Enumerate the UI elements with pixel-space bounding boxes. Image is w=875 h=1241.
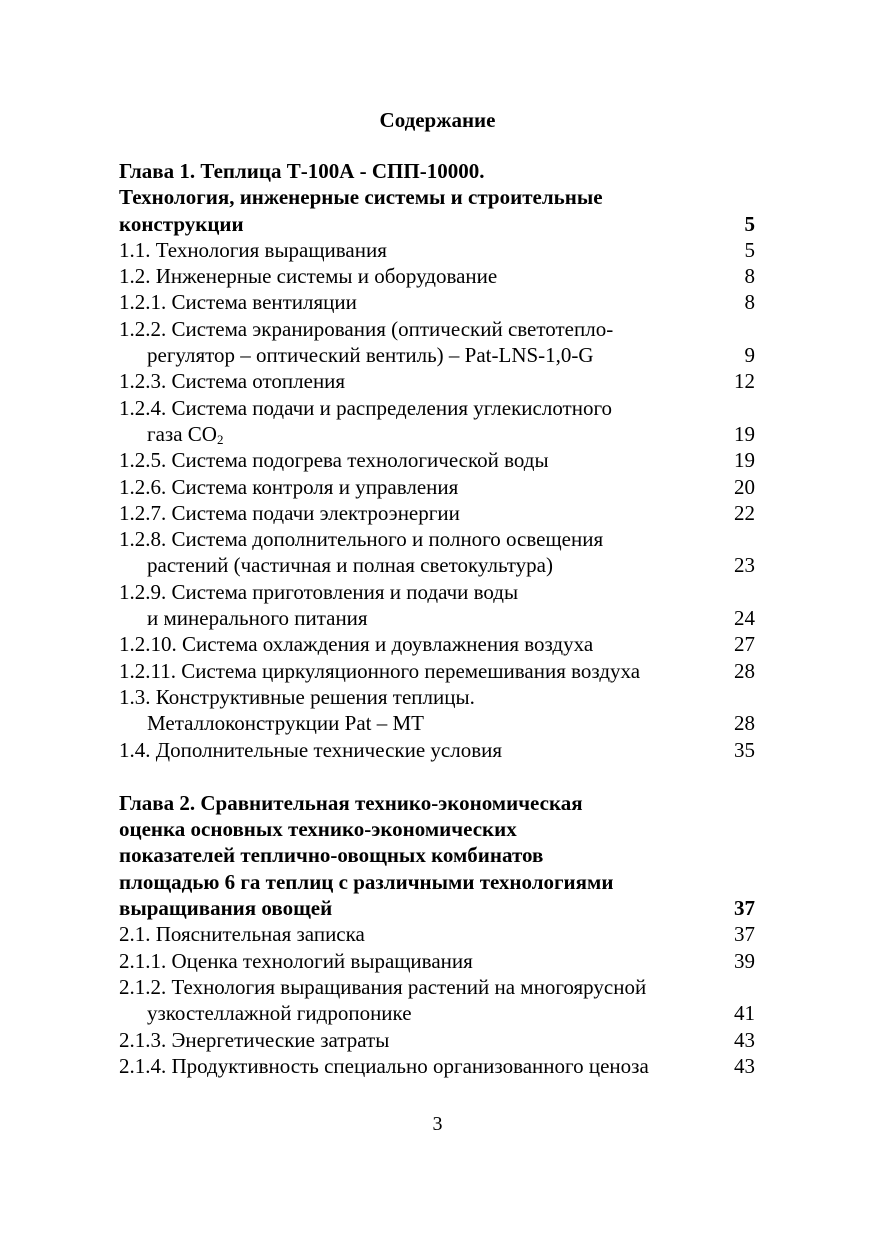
toc-entry-1-2-8[interactable] [119, 526, 755, 552]
chapter-2-heading-line[interactable] [119, 842, 755, 868]
toc-entry-text: 1.2.8. Система дополнительного и полного освещения [119, 527, 604, 552]
toc-entry-1-2-2-continuation[interactable] [119, 342, 755, 368]
toc-entry-text: 2.1. Пояснительная записка [119, 922, 365, 947]
chapter-2-heading-line[interactable] [119, 816, 755, 842]
toc-entry-1-2-9[interactable] [119, 579, 755, 605]
toc-entry-2-1-2-continuation[interactable] [119, 1000, 755, 1026]
toc-entry-text-continuation: регулятор – оптический вентиль) – Pat-LNS-1,0-G [147, 343, 594, 368]
toc-entry-text: 1.2.4. Система подачи и распределения углекислотного [119, 395, 613, 420]
toc-entry-2-1[interactable] [119, 921, 755, 947]
chapter-2-heading-line[interactable] [119, 895, 755, 921]
page-number: 3 [432, 1113, 443, 1135]
toc-entry-1-2-2[interactable] [119, 316, 755, 342]
toc-entry-page: 22 [734, 500, 755, 525]
toc-entry-text: 1.2.7. Система подачи электроэнергии [119, 500, 460, 525]
toc-entry-page: 8 [744, 264, 755, 289]
page-title: Содержание [379, 108, 496, 132]
toc-entry-page: 24 [734, 606, 755, 631]
toc-entry-page: 8 [744, 290, 755, 315]
toc-entry-text: 1.2.9. Система приготовления и подачи воды [119, 579, 519, 604]
table-of-contents [119, 158, 755, 1079]
toc-entry-text: 2.1.4. Продуктивность специально организованного ценоза [119, 1053, 649, 1078]
toc-entry-text: 1.1. Технология выращивания [119, 237, 387, 262]
toc-entry-text-continuation [119, 421, 223, 447]
chapter-1-heading-line[interactable] [119, 184, 755, 210]
toc-entry-1-2-4[interactable] [119, 395, 755, 421]
chapter-1-heading-line[interactable] [119, 211, 755, 237]
toc-entry-1-2-4-continuation[interactable] [119, 421, 755, 447]
toc-entry-text: 1.2.5. Система подогрева технологической воды [119, 448, 549, 473]
toc-entry-1-3[interactable] [119, 684, 755, 710]
toc-entry-1-2-8-continuation[interactable] [119, 552, 755, 578]
toc-entry-text-part: газа CO [147, 421, 217, 446]
toc-entry-1-2-10[interactable] [119, 631, 755, 657]
chapter-1-title-line-1: Глава 1. Теплица Т-100А - СПП-10000. [119, 159, 485, 183]
toc-entry-page: 28 [734, 658, 755, 683]
toc-entry-text: 1.2.2. Система экранирования (оптический светотепло- [119, 316, 614, 341]
toc-entry-text: 1.2.6. Система контроля и управления [119, 474, 459, 499]
toc-entry-text: 1.3. Конструктивные решения теплицы. [119, 684, 475, 709]
toc-entry-2-1-3[interactable] [119, 1027, 755, 1053]
chapter-2-heading-line[interactable] [119, 869, 755, 895]
toc-entry-2-1-1[interactable] [119, 948, 755, 974]
toc-entry-page: 35 [734, 737, 755, 762]
chapter-2-title-line-4: площадью 6 га теплиц с различными технологиями [119, 869, 614, 894]
toc-entry-page: 12 [734, 369, 755, 394]
chapter-1-heading-line[interactable] [119, 158, 755, 184]
toc-entry-1-2-11[interactable] [119, 658, 755, 684]
toc-entry-page: 19 [734, 421, 755, 446]
toc-entry-text: 2.1.1. Оценка технологий выращивания [119, 948, 473, 973]
toc-entry-text: 2.1.2. Технология выращивания растений на многоярусной [119, 974, 647, 999]
toc-entry-page: 23 [734, 553, 755, 578]
toc-entry-text-continuation: узкостеллажной гидропонике [147, 1001, 412, 1026]
toc-entry-1-3-continuation[interactable] [119, 710, 755, 736]
toc-entry-1-1[interactable] [119, 237, 755, 263]
toc-entry-2-1-2[interactable] [119, 974, 755, 1000]
toc-entry-page: 27 [734, 632, 755, 657]
toc-entry-text: 1.2. Инженерные системы и оборудование [119, 264, 498, 289]
toc-entry-1-2-6[interactable] [119, 474, 755, 500]
toc-entry-text: 1.2.3. Система отопления [119, 369, 346, 394]
toc-entry-2-1-4[interactable] [119, 1053, 755, 1079]
toc-entry-page: 43 [734, 1053, 755, 1078]
toc-entry-text: 2.1.3. Энергетические затраты [119, 1027, 390, 1052]
toc-entry-page: 37 [734, 922, 755, 947]
section-spacer [119, 763, 755, 790]
chapter-1-title-line-3: конструкции [119, 211, 244, 236]
chapter-2-heading-line[interactable] [119, 790, 755, 816]
toc-entry-text-continuation: растений (частичная и полная светокультура) [147, 553, 553, 578]
subscript: 2 [216, 431, 224, 447]
chapter-2-page: 37 [734, 896, 755, 921]
chapter-1-title-line-2: Технология, инженерные системы и строительные [119, 185, 603, 210]
toc-entry-text: 1.4. Дополнительные технические условия [119, 737, 503, 762]
chapter-2-title-line-1: Глава 2. Сравнительная технико-экономическая [119, 790, 583, 815]
toc-entry-1-2-7[interactable] [119, 500, 755, 526]
toc-entry-page: 9 [744, 343, 755, 368]
toc-entry-text: 1.2.1. Система вентиляции [119, 290, 357, 315]
toc-entry-1-4[interactable] [119, 737, 755, 763]
toc-entry-1-2-5[interactable] [119, 447, 755, 473]
toc-entry-page: 43 [734, 1027, 755, 1052]
chapter-2-title-line-5: выращивания овощей [119, 896, 333, 921]
toc-entry-text-continuation: Металлоконструкции Pat – МТ [147, 711, 424, 736]
toc-entry-1-2-1[interactable] [119, 289, 755, 315]
toc-entry-page: 41 [734, 1001, 755, 1026]
toc-entry-page: 28 [734, 711, 755, 736]
chapter-1-page: 5 [744, 211, 755, 236]
toc-entry-text-continuation: и минерального питания [147, 606, 368, 631]
chapter-2-title-line-2: оценка основных технико-экономических [119, 817, 517, 842]
toc-entry-1-2-3[interactable] [119, 368, 755, 394]
toc-entry-page: 20 [734, 474, 755, 499]
toc-entry-page: 39 [734, 948, 755, 973]
toc-entry-1-2[interactable] [119, 263, 755, 289]
toc-entry-text: 1.2.10. Система охлаждения и доувлажнения воздуха [119, 632, 594, 657]
toc-entry-1-2-9-continuation[interactable] [119, 605, 755, 631]
toc-entry-page: 5 [744, 237, 755, 262]
chapter-2-title-line-3: показателей теплично-овощных комбинатов [119, 843, 544, 868]
toc-entry-text: 1.2.11. Система циркуляционного перемешивания воздуха [119, 658, 641, 683]
toc-entry-page: 19 [734, 448, 755, 473]
